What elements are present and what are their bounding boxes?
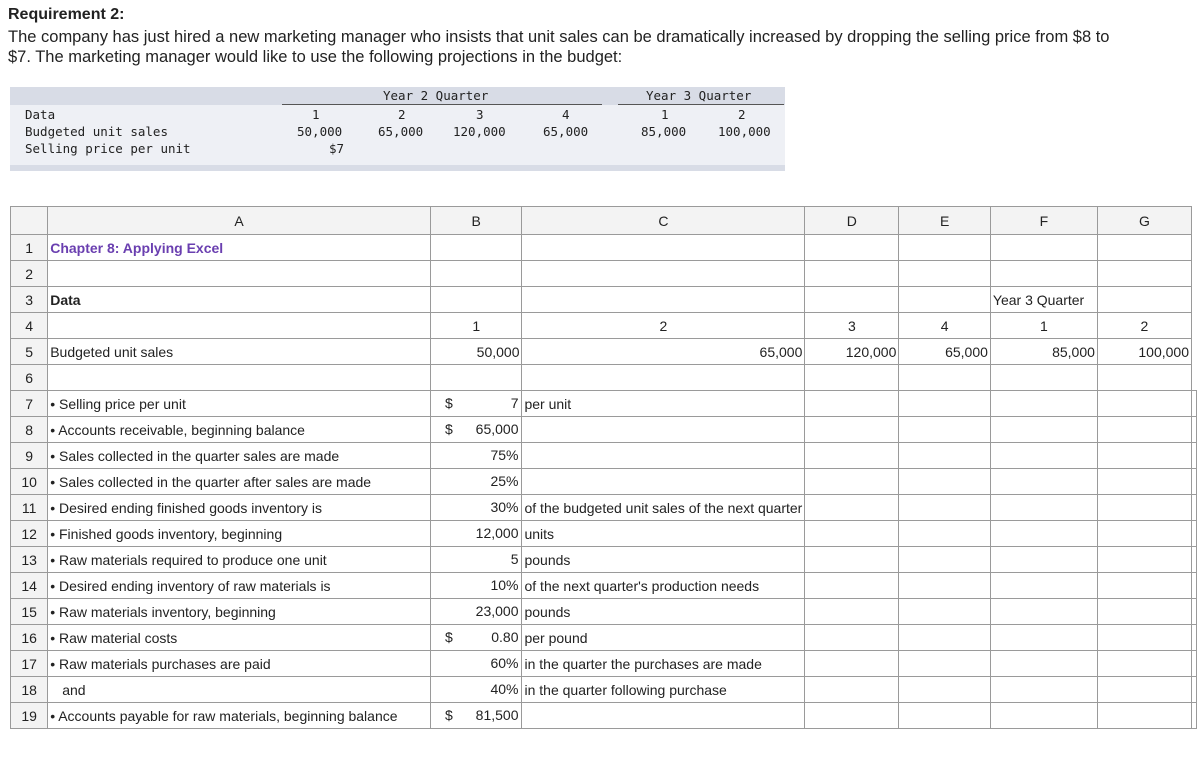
corner-cell: [11, 207, 48, 235]
row-number[interactable]: 17: [11, 651, 48, 677]
cell[interactable]: [805, 469, 899, 495]
cell[interactable]: [990, 703, 1097, 729]
parameter-value: 60%: [490, 655, 519, 671]
cell[interactable]: [805, 261, 899, 287]
dollar-sign: $: [444, 421, 453, 437]
parameter-value-cell[interactable]: [430, 547, 522, 573]
parameter-value: 10%: [490, 577, 519, 593]
cell[interactable]: [1192, 417, 1197, 443]
row-number[interactable]: 4: [11, 313, 48, 339]
parameter-note-cell[interactable]: [522, 469, 805, 495]
cell[interactable]: [1097, 573, 1191, 599]
cell[interactable]: [1097, 703, 1191, 729]
budgeted-value-cell[interactable]: 65,000: [522, 339, 805, 365]
cell[interactable]: [1097, 417, 1191, 443]
cell[interactable]: [1192, 547, 1197, 573]
cell[interactable]: [1097, 235, 1191, 261]
year3-label-cell[interactable]: Year 3 Quarter: [990, 287, 1097, 313]
parameter-label-cell[interactable]: • Raw materials inventory, beginning: [48, 599, 431, 625]
parameter-note-cell[interactable]: per unit: [522, 391, 805, 417]
parameter-value-cell[interactable]: [430, 443, 522, 469]
cell[interactable]: [1192, 573, 1197, 599]
parameter-note-cell[interactable]: per pound: [522, 625, 805, 651]
cell[interactable]: [1097, 261, 1191, 287]
cell[interactable]: [899, 677, 991, 703]
cell[interactable]: [899, 261, 991, 287]
parameter-label-cell[interactable]: • Accounts receivable, beginning balance: [48, 417, 431, 443]
parameter-value-cell[interactable]: [430, 651, 522, 677]
cell[interactable]: [805, 703, 899, 729]
cell[interactable]: [1192, 391, 1197, 417]
cell[interactable]: [805, 677, 899, 703]
parameter-value-cell[interactable]: [430, 703, 522, 729]
sheet-row: [11, 417, 1197, 443]
sheet-row: [11, 261, 1197, 287]
cell[interactable]: [1192, 469, 1197, 495]
cell[interactable]: [899, 443, 991, 469]
sheet-row: [11, 573, 1197, 599]
sheet-title-cell[interactable]: Chapter 8: Applying Excel: [48, 235, 431, 261]
sheet-row: [11, 339, 1197, 365]
cell[interactable]: [990, 417, 1097, 443]
sheet-row: [11, 651, 1197, 677]
cell[interactable]: [990, 469, 1097, 495]
data-box-sales: 50,000: [297, 124, 343, 139]
data-box-sales: 85,000: [641, 124, 687, 139]
cell[interactable]: [990, 651, 1097, 677]
parameter-note-cell[interactable]: pounds: [522, 599, 805, 625]
parameter-value-cell[interactable]: [430, 469, 522, 495]
cell[interactable]: [522, 365, 805, 391]
data-label-cell[interactable]: Data: [48, 287, 431, 313]
parameter-value-cell[interactable]: [430, 495, 522, 521]
parameter-value-cell[interactable]: [430, 677, 522, 703]
row-number[interactable]: 11: [11, 495, 48, 521]
cell[interactable]: [990, 521, 1097, 547]
requirement-title: Requirement 2:: [8, 6, 125, 23]
cell[interactable]: [805, 599, 899, 625]
row-number[interactable]: 7: [11, 391, 48, 417]
data-box-quarter: 1: [661, 107, 669, 122]
parameter-note-cell[interactable]: in the quarter following purchase: [522, 677, 805, 703]
row-number[interactable]: 12: [11, 521, 48, 547]
cell[interactable]: [805, 495, 899, 521]
parameter-label-cell[interactable]: • Sales collected in the quarter sales are made: [48, 443, 431, 469]
cell[interactable]: [430, 261, 522, 287]
sheet-row: [11, 599, 1197, 625]
cell[interactable]: [899, 469, 991, 495]
cell[interactable]: [990, 547, 1097, 573]
parameter-label-cell[interactable]: and: [48, 677, 431, 703]
parameter-note-cell[interactable]: [522, 417, 805, 443]
row-number[interactable]: 16: [11, 625, 48, 651]
cell[interactable]: [899, 599, 991, 625]
cell[interactable]: [805, 521, 899, 547]
row-number[interactable]: 19: [11, 703, 48, 729]
sheet-row: [11, 547, 1197, 573]
parameter-value-cell[interactable]: [430, 573, 522, 599]
parameter-value-cell[interactable]: [430, 391, 522, 417]
data-box-label-sales: Budgeted unit sales: [25, 124, 168, 139]
cell[interactable]: [805, 365, 899, 391]
data-box-sales: 100,000: [718, 124, 771, 139]
data-box-quarter: 2: [398, 107, 406, 122]
year2-quarter-header: Year 2 Quarter: [383, 88, 489, 103]
cell[interactable]: [48, 313, 431, 339]
cell[interactable]: [805, 573, 899, 599]
cell[interactable]: [1097, 469, 1191, 495]
parameter-rows: [11, 391, 1197, 729]
cell[interactable]: [1097, 625, 1191, 651]
parameter-label-cell[interactable]: • Finished goods inventory, beginning: [48, 521, 431, 547]
budgeted-value-cell[interactable]: 50,000: [430, 339, 522, 365]
year3-underline: [618, 104, 784, 105]
parameter-label-cell[interactable]: • Selling price per unit: [48, 391, 431, 417]
cell[interactable]: [990, 391, 1097, 417]
row-number[interactable]: 18: [11, 677, 48, 703]
cell[interactable]: [990, 599, 1097, 625]
parameter-value: 5: [510, 551, 519, 567]
cell[interactable]: [805, 547, 899, 573]
column-header-row: [11, 207, 1197, 235]
cell[interactable]: [899, 287, 991, 313]
parameter-value: 7: [510, 395, 519, 411]
parameter-value: 12,000: [475, 525, 519, 541]
parameter-note-cell[interactable]: units: [522, 521, 805, 547]
budgeted-label-cell[interactable]: Budgeted unit sales: [48, 339, 431, 365]
cell[interactable]: [899, 703, 991, 729]
row-number[interactable]: 1: [11, 235, 48, 261]
cell[interactable]: [990, 365, 1097, 391]
parameter-label-cell[interactable]: • Raw material costs: [48, 625, 431, 651]
sheet-row: [11, 703, 1197, 729]
cell[interactable]: [1097, 651, 1191, 677]
row-number[interactable]: 6: [11, 365, 48, 391]
sheet-row: [11, 391, 1197, 417]
spreadsheet: [10, 206, 1197, 729]
parameter-label-cell[interactable]: • Raw materials purchases are paid: [48, 651, 431, 677]
parameter-note-cell[interactable]: in the quarter the purchases are made: [522, 651, 805, 677]
cell[interactable]: [48, 365, 431, 391]
row-number[interactable]: 10: [11, 469, 48, 495]
cell[interactable]: [522, 261, 805, 287]
column-header-d[interactable]: D: [805, 207, 899, 235]
parameter-value: 40%: [490, 681, 519, 697]
row-number[interactable]: 3: [11, 287, 48, 313]
cell[interactable]: [899, 625, 991, 651]
year3-quarter-header: Year 3 Quarter: [646, 88, 752, 103]
row-number[interactable]: 14: [11, 573, 48, 599]
row-number[interactable]: 2: [11, 261, 48, 287]
column-header-f[interactable]: F: [990, 207, 1097, 235]
column-header-a[interactable]: A: [48, 207, 431, 235]
budgeted-value-cell[interactable]: 65,000: [899, 339, 991, 365]
cell[interactable]: [1192, 599, 1197, 625]
cell[interactable]: [1097, 495, 1191, 521]
row-number[interactable]: 5: [11, 339, 48, 365]
cell[interactable]: [990, 677, 1097, 703]
cell[interactable]: [899, 495, 991, 521]
parameter-label-cell[interactable]: • Sales collected in the quarter after sales are made: [48, 469, 431, 495]
column-header-c[interactable]: C: [522, 207, 805, 235]
parameter-value: 65,000: [475, 421, 519, 437]
cell[interactable]: [48, 261, 431, 287]
parameter-label-cell[interactable]: • Desired ending finished goods inventory is: [48, 495, 431, 521]
cell[interactable]: [522, 235, 805, 261]
cell[interactable]: [899, 573, 991, 599]
budgeted-value-cell[interactable]: 120,000: [805, 339, 899, 365]
quarter-cell[interactable]: 4: [899, 313, 991, 339]
data-box-label-data: Data: [25, 107, 56, 122]
cell[interactable]: [522, 287, 805, 313]
parameter-value-cell[interactable]: [430, 625, 522, 651]
cell[interactable]: [1192, 677, 1197, 703]
quarter-cell[interactable]: 2: [1097, 313, 1191, 339]
cell[interactable]: [1192, 703, 1197, 729]
cell[interactable]: [1192, 651, 1197, 677]
cell[interactable]: [1097, 521, 1191, 547]
row-number[interactable]: 8: [11, 417, 48, 443]
dollar-sign: $: [444, 395, 453, 411]
data-box-quarter: 1: [312, 107, 320, 122]
parameter-value: 23,000: [475, 603, 519, 619]
sheet-row: [11, 625, 1197, 651]
cell[interactable]: [990, 625, 1097, 651]
quarter-cell[interactable]: 1: [990, 313, 1097, 339]
cell[interactable]: [1192, 443, 1197, 469]
column-header-g[interactable]: G: [1097, 207, 1191, 235]
cell[interactable]: [990, 235, 1097, 261]
parameter-value-cell[interactable]: [430, 417, 522, 443]
cell[interactable]: [1097, 599, 1191, 625]
data-box-price: $7: [329, 141, 345, 156]
parameter-note-cell[interactable]: of the budgeted unit sales of the next quarter: [522, 495, 805, 521]
column-header-e[interactable]: E: [899, 207, 991, 235]
cell[interactable]: [1097, 391, 1191, 417]
data-box-sales: 65,000: [543, 124, 589, 139]
sheet-row: [11, 313, 1197, 339]
cell[interactable]: [899, 417, 991, 443]
sheet-row: [11, 677, 1197, 703]
dollar-sign: $: [444, 707, 453, 723]
cell[interactable]: [1192, 495, 1197, 521]
cell[interactable]: [899, 391, 991, 417]
sheet-row: [11, 521, 1197, 547]
sheet-row: [11, 365, 1197, 391]
parameter-note-cell[interactable]: pounds: [522, 547, 805, 573]
parameter-value: 75%: [490, 447, 519, 463]
row-number[interactable]: 13: [11, 547, 48, 573]
parameter-label-cell[interactable]: • Accounts payable for raw materials, beginning balance: [48, 703, 431, 729]
parameter-note-cell[interactable]: [522, 443, 805, 469]
parameter-value: 0.80: [491, 629, 519, 645]
cell[interactable]: [805, 443, 899, 469]
sheet-row: [11, 287, 1197, 313]
sheet-row: [11, 495, 1197, 521]
budgeted-value-cell[interactable]: 85,000: [990, 339, 1097, 365]
data-box-sales: 120,000: [453, 124, 506, 139]
data-box-quarter: 3: [476, 107, 484, 122]
parameter-note-cell[interactable]: [522, 703, 805, 729]
cell[interactable]: [899, 521, 991, 547]
data-box-sales: 65,000: [378, 124, 424, 139]
cell[interactable]: [805, 417, 899, 443]
cell[interactable]: [430, 287, 522, 313]
year2-underline: [282, 104, 602, 105]
cell[interactable]: [1097, 287, 1191, 313]
parameter-value-cell[interactable]: [430, 521, 522, 547]
cell[interactable]: [430, 235, 522, 261]
cell[interactable]: [1097, 677, 1191, 703]
cell[interactable]: [899, 651, 991, 677]
cell[interactable]: [805, 287, 899, 313]
quarter-cell[interactable]: 2: [522, 313, 805, 339]
cell[interactable]: [990, 495, 1097, 521]
dollar-sign: $: [444, 629, 453, 645]
cell[interactable]: [899, 365, 991, 391]
parameter-note-cell[interactable]: of the next quarter's production needs: [522, 573, 805, 599]
quarter-cell[interactable]: 3: [805, 313, 899, 339]
parameter-value: 81,500: [475, 707, 519, 723]
cell[interactable]: [805, 235, 899, 261]
cell[interactable]: [990, 443, 1097, 469]
cell[interactable]: [990, 261, 1097, 287]
cell[interactable]: [1097, 443, 1191, 469]
parameter-label-cell[interactable]: • Desired ending inventory of raw materials is: [48, 573, 431, 599]
cell[interactable]: [899, 235, 991, 261]
cell[interactable]: [1097, 365, 1191, 391]
data-box-bottom-band: [10, 165, 785, 171]
parameter-value-cell[interactable]: [430, 599, 522, 625]
cell[interactable]: [430, 365, 522, 391]
column-header-b[interactable]: B: [430, 207, 522, 235]
parameter-value: 25%: [490, 473, 519, 489]
sheet-row: [11, 235, 1197, 261]
sheet-row: [11, 443, 1197, 469]
data-box-quarter: 4: [562, 107, 570, 122]
row-number[interactable]: 15: [11, 599, 48, 625]
data-box-quarter: 2: [738, 107, 746, 122]
cell[interactable]: [1192, 521, 1197, 547]
cell[interactable]: [990, 573, 1097, 599]
sheet-row: [11, 469, 1197, 495]
row-number[interactable]: 9: [11, 443, 48, 469]
cell[interactable]: [805, 391, 899, 417]
quarter-cell[interactable]: 1: [430, 313, 522, 339]
cell[interactable]: [1097, 547, 1191, 573]
budgeted-value-cell[interactable]: 100,000: [1097, 339, 1191, 365]
requirement-text: The company has just hired a new marketing manager who insists that unit sales can be dramatically increased by dropping the selling price from $8 to $7. The marketing manager would like to use the following projections in the budget:: [8, 28, 1110, 66]
cell[interactable]: [899, 547, 991, 573]
cell[interactable]: [805, 651, 899, 677]
parameter-value: 30%: [490, 499, 519, 515]
cell[interactable]: [805, 625, 899, 651]
data-box-label-price: Selling price per unit: [25, 141, 191, 156]
parameter-label-cell[interactable]: • Raw materials required to produce one unit: [48, 547, 431, 573]
cell[interactable]: [1192, 625, 1197, 651]
